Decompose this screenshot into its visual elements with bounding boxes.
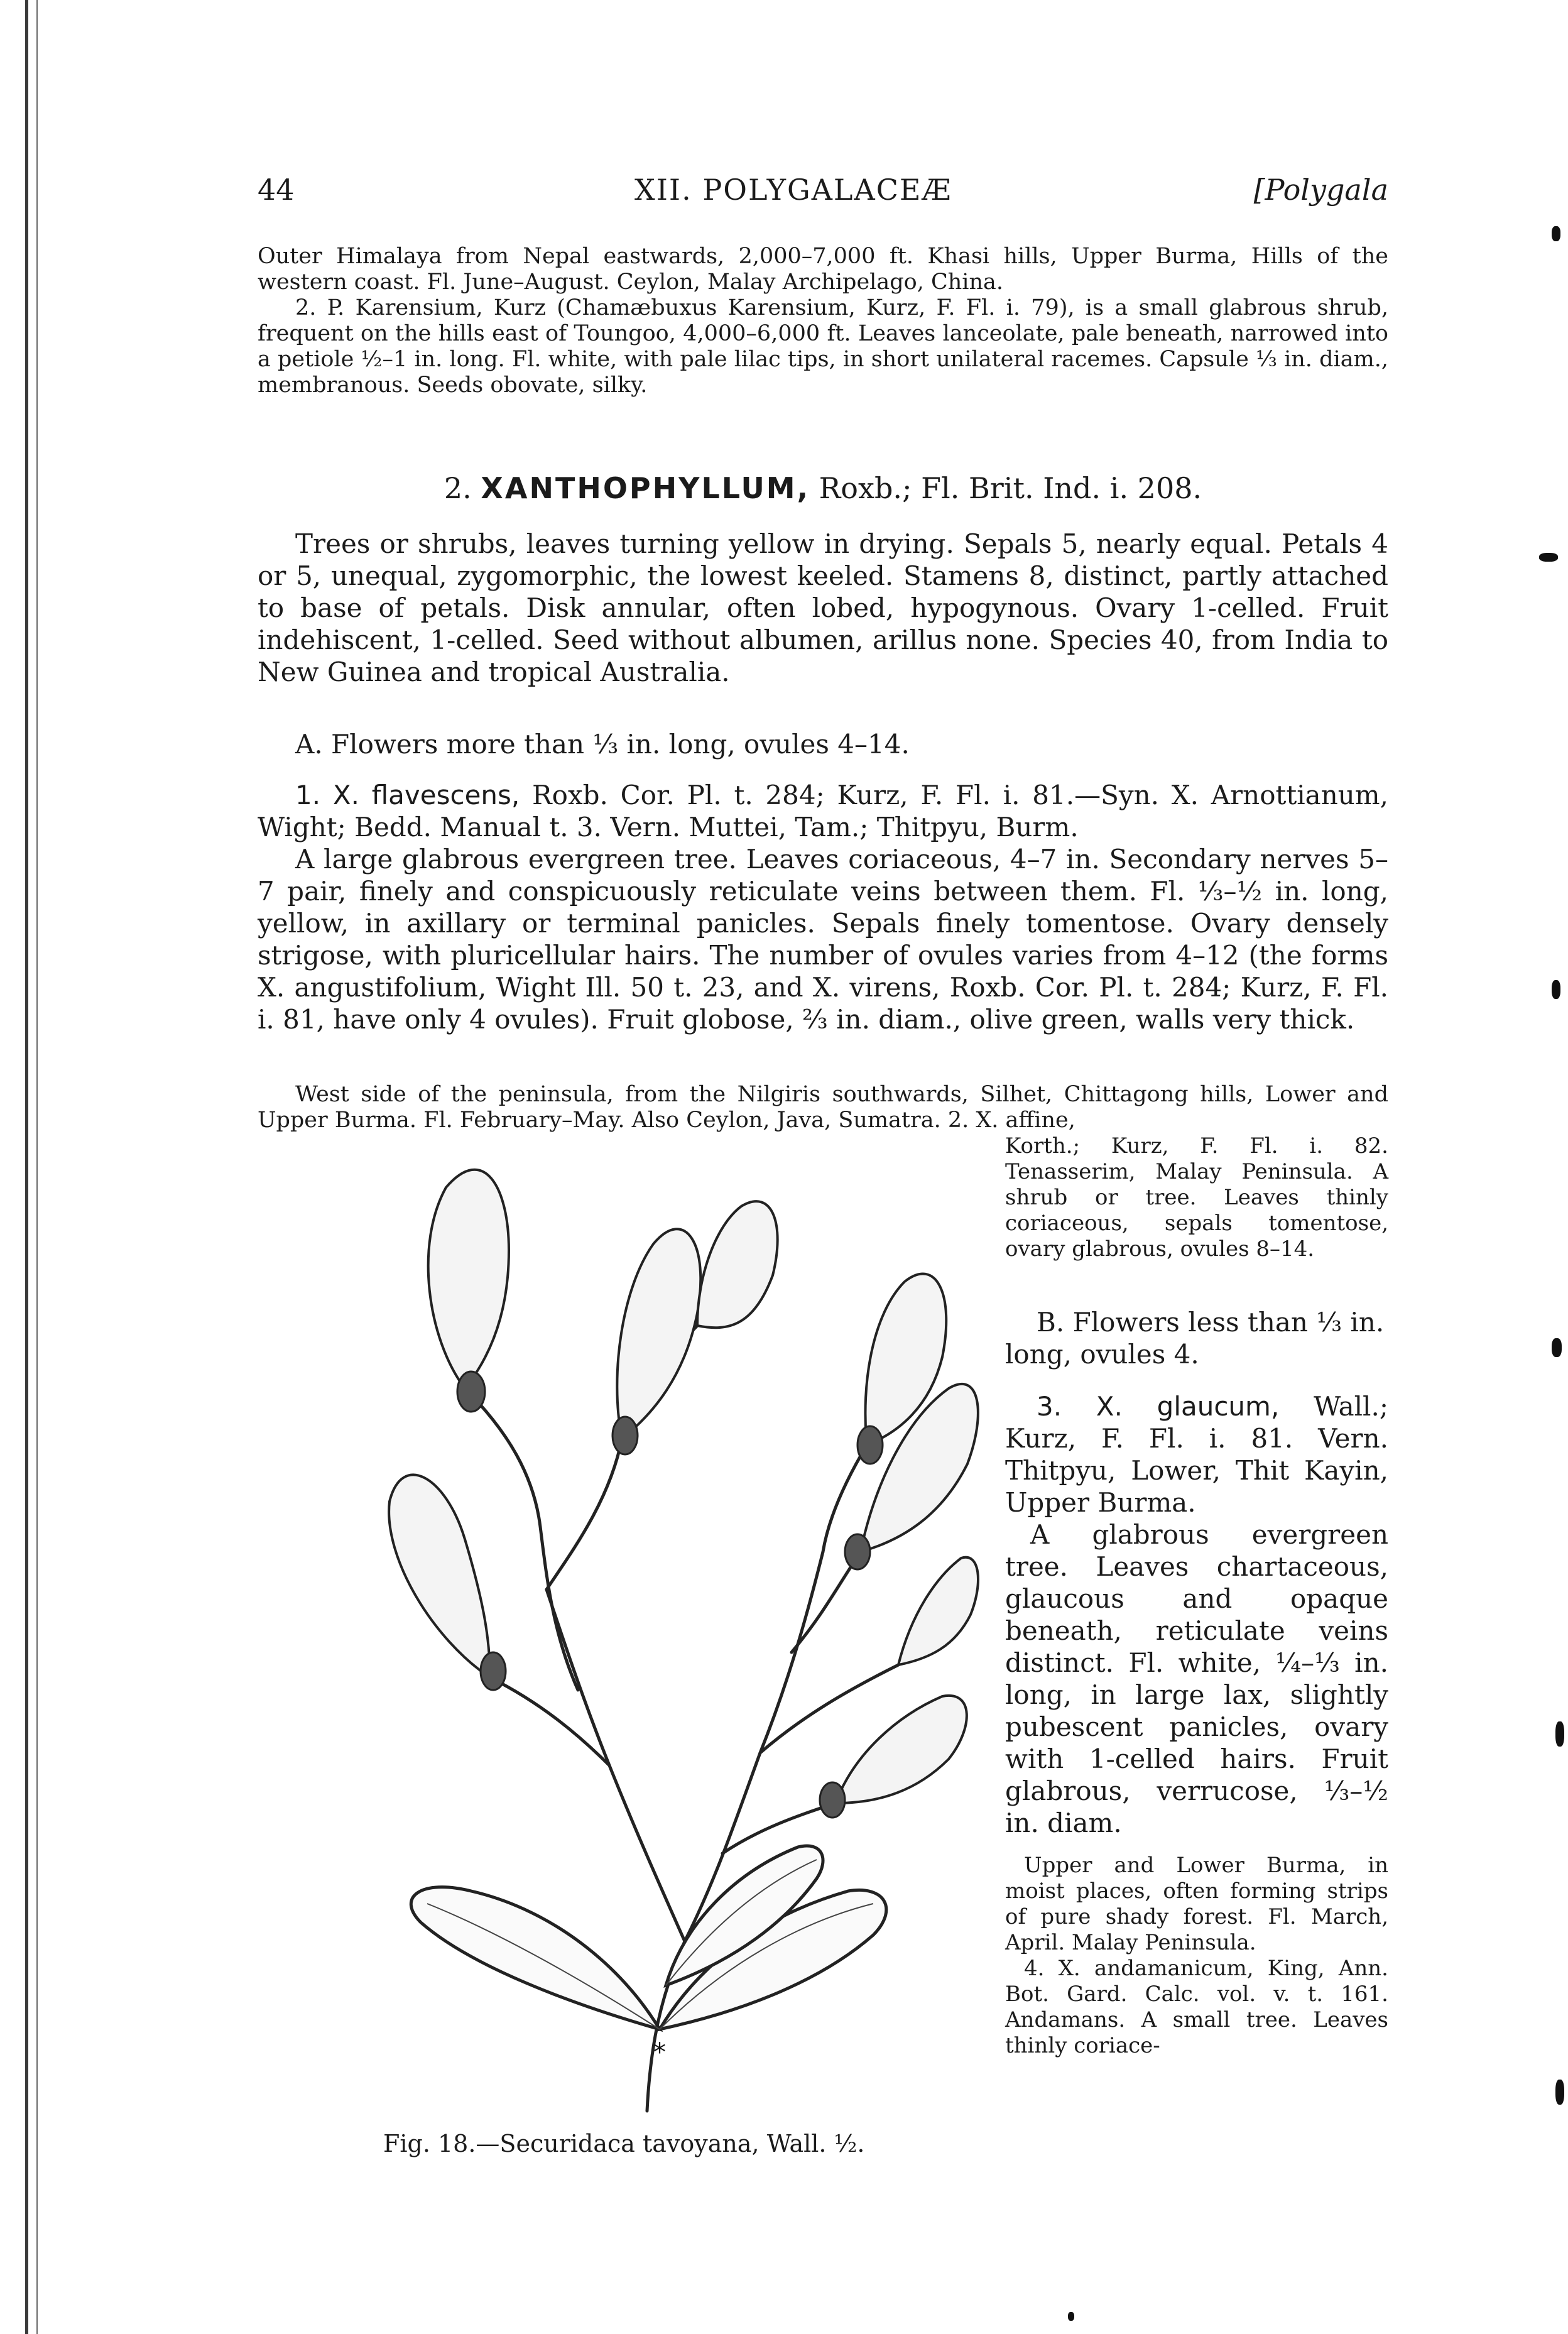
- page-edge-line: [25, 0, 28, 2334]
- genus-heading: [258, 471, 1388, 505]
- samara-seed: [845, 1534, 870, 1569]
- genus-authority: Roxb.; Fl. Brit. Ind. i. 208.: [819, 471, 1202, 505]
- species-glaucum-heading: [1005, 1390, 1388, 1519]
- samara-seed: [858, 1426, 883, 1464]
- section-a-heading: A. Flowers more than ⅓ in. long, ovules 4–14.: [295, 729, 910, 760]
- genus-number: 2.: [444, 471, 472, 505]
- securidaca-tavoyana-drawing: [283, 1150, 986, 2130]
- samara-wing: [428, 1170, 509, 1388]
- leaf: [411, 1887, 660, 2029]
- family-title: XII. POLYGALACEÆ: [634, 173, 952, 207]
- samara-seed: [612, 1417, 638, 1454]
- scan-speck: [1552, 1338, 1562, 1357]
- branch-left: [547, 1590, 685, 1941]
- figure-asterisk-mark: *: [653, 2038, 666, 2067]
- species-glaucum-description: A glabrous evergreen tree. Leaves chartaceous, glaucous and opaque beneath, reticulate veins distinct. Fl. white, ¼–⅓ in. long, in large lax, slightly pubescent panicles, ovary with 1-celled hairs. Fruit glabrous, verrucose, ⅓–½ in. diam.: [1005, 1519, 1388, 1838]
- distribution-paragraph: Outer Himalaya from Nepal eastwards, 2,000–7,000 ft. Khasi hills, Upper Burma, Hills of the western coast. Fl. June–August. Ceylon, Malay Archipelago, China.: [258, 244, 1388, 295]
- samara-wing: [836, 1696, 967, 1803]
- page-number: 44: [258, 173, 295, 207]
- scan-speck: [1068, 2312, 1074, 2321]
- species-flavescens-heading: [258, 779, 1388, 843]
- page-edge-line-inner: [36, 0, 38, 2334]
- genus-description: Trees or shrubs, leaves turning yellow in drying. Sepals 5, nearly equal. Petals 4 or 5, unequal, zygomorphic, the lowest keeled. Stamens 8, distinct, partly attached to base of petals. Disk annular, often lobed, hypogynous. Ovary 1-celled. Fruit indehiscent, 1-celled. Seed without albumen, arillus none. Species 40, from India to New Guinea and tropical Australia.: [258, 528, 1388, 687]
- section-b-heading: B. Flowers less than ⅓ in. long, ovules 4.: [1005, 1307, 1385, 1370]
- botanical-illustration: [283, 1150, 986, 2130]
- species-flavescens-name: 1. X. flavescens,: [295, 780, 520, 810]
- samara-wing: [898, 1557, 978, 1665]
- scan-speck: [1555, 2080, 1564, 2105]
- species-affine-text: Korth.; Kurz, F. Fl. i. 82. Tenasserim, Malay Peninsula. A shrub or tree. Leaves thinly coriaceous, sepals tomentose, ovary glabrous, ovules 8–14.: [1005, 1133, 1388, 1262]
- species-flavescens-distribution: West side of the peninsula, from the Nilgiris southwards, Silhet, Chittagong hills, Lower and Upper Burma. Fl. February–May. Also Ceylon, Java, Sumatra. 2. X. affine,: [258, 1082, 1388, 1133]
- samara-wing: [617, 1229, 700, 1439]
- samara-seed: [457, 1371, 485, 1412]
- species-glaucum-citation: Wall.; Kurz, F. Fl. i. 81. Vern. Thitpyu, Lower, Thit Kayin, Upper Burma.: [1005, 1391, 1388, 1518]
- species-flavescens-description: A large glabrous evergreen tree. Leaves coriaceous, 4–7 in. Secondary nerves 5–7 pair, finely and conspicuously reticulate veins between them. Fl. ⅓–½ in. long, yellow, in axillary or terminal panicles. Sepals finely tomentose. Ovary densely strigose, with pluricellular hairs. The number of ovules varies from 4–12 (the forms X. angustifolium, Wight Ill. 50 t. 23, and X. virens, Roxb. Cor. Pl. t. 284; Kurz, F. Fl. i. 81, have only 4 ovules). Fruit globose, ⅔ in. diam., olive green, walls very thick.: [258, 844, 1388, 1035]
- samara-wing: [389, 1475, 490, 1677]
- species-andamanicum-text: 4. X. andamanicum, King, Ann. Bot. Gard. Calc. vol. v. t. 161. Andamans. A small tree. Leaves thinly coriace-: [1005, 1956, 1388, 2058]
- species-karensium-paragraph: 2. P. Karensium, Kurz (Chamæbuxus Karensium, Kurz, F. Fl. i. 79), is a small glabrous shrub, frequent on the hills east of Toungoo, 4,000–6,000 ft. Leaves lanceolate, pale beneath, narrowed into a petiole ½–1 in. long. Fl. white, with pale lilac tips, in short unilateral racemes. Capsule ⅓ in. diam., membranous. Seeds obovate, silky.: [258, 295, 1388, 398]
- species-glaucum-distribution: Upper and Lower Burma, in moist places, often forming strips of pure shady forest. Fl. March, April. Malay Peninsula.: [1005, 1853, 1388, 1955]
- scan-speck: [1552, 980, 1560, 999]
- species-flavescens-citation: Roxb. Cor. Pl. t. 284; Kurz, F. Fl. i. 81.—Syn. X. Arnottianum, Wight; Bedd. Manual t. 3. Vern. Muttei, Tam.; Thitpyu, Burm.: [258, 780, 1388, 843]
- scan-speck: [1555, 1721, 1564, 1747]
- scan-speck: [1539, 553, 1558, 562]
- running-header: [258, 173, 1388, 217]
- genus-name: XANTHOPHYLLUM,: [481, 471, 810, 505]
- genus-running-title: [Polygala: [1253, 173, 1388, 207]
- right-text-column: [1005, 1133, 1388, 2059]
- species-glaucum-name: 3. X. glaucum,: [1037, 1391, 1280, 1422]
- figure-caption: Fig. 18.—Securidaca tavoyana, Wall. ½.: [383, 2130, 865, 2157]
- samara-seed: [820, 1782, 845, 1818]
- scan-speck: [1552, 226, 1560, 241]
- twig-3: [547, 1439, 622, 1590]
- samara-wing: [697, 1201, 778, 1328]
- samara-seed: [481, 1652, 506, 1690]
